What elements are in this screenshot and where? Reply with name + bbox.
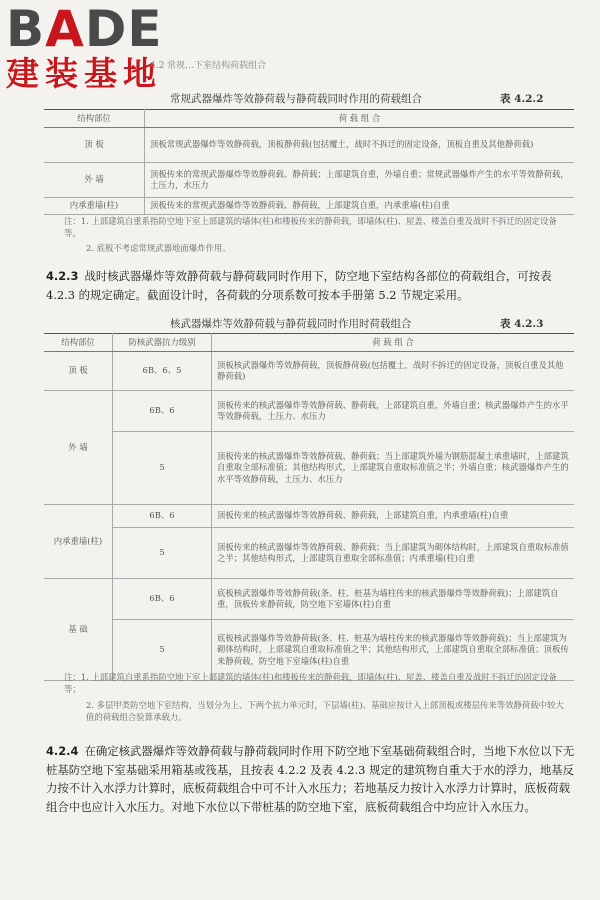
table-cell: 顶板传来的核武器爆炸等效静荷载、静荷载，上部建筑自重，外墙自重；核武器爆炸产生的水平等效静荷载，土压力、水压力 [212,391,575,432]
table-row [44,128,574,163]
logo-subtitle: 建装基地 [6,54,162,93]
running-header: 4.2 常规…下室结构荷载组合 [150,61,267,71]
table1-number: 表 4.2.2 [500,93,544,105]
table1-caption: 常规武器爆炸等效静荷载与静荷载同时作用的荷载组合 [170,93,422,105]
section-number: 4.2.3 [46,269,79,283]
table-cell: 顶板传来的核武器爆炸等效静荷载、静荷载；当上部建筑外墙为钢筋混凝土承重墙时，上部建筑自重取全部标准值；其他结构形式，上部建筑自重取标准值之半；外墙自重；核武器爆炸产生的水平等效静荷载，土压力、水压力 [212,432,575,505]
brand-logo [6,0,176,94]
table-cell: 内承重墙(柱) [44,198,145,215]
table-cell: 顶板传来的常规武器爆炸等效静荷载、静荷载；上部建筑自重，外墙自重；常规武器爆炸产生的水平等效静荷载，土压力，水压力 [145,163,575,198]
table1-note: 注：1. 上部建筑自重系指防空地下室上部建筑的墙体(柱)和楼板传来的静荷载，即墙体(柱)、屋盖、楼盖自重及战时不拆迁的固定设备等。 [64,216,557,238]
table-row [44,163,574,198]
table-cell: 顶 板 [44,352,113,391]
table-cell: 基 础 [44,579,113,681]
table-cell: 顶 板 [44,128,145,163]
table-row [44,579,574,620]
column-header: 荷 载 组 合 [212,334,575,352]
table-row [44,391,574,432]
section-number: 4.2.4 [46,744,79,758]
column-header: 荷 载 组 合 [145,110,575,128]
table-row [44,505,574,528]
paragraph-4-2-3 [46,267,576,304]
table-cell: 6B、6 [113,579,212,620]
table-header-row [44,110,574,128]
table-cell: 顶板核武器爆炸等效静荷载，顶板静荷载(包括覆土，战时不拆迁的固定设备，顶板自重及其他静荷载) [212,352,575,391]
table2-number: 表 4.2.3 [500,318,544,330]
paragraph-4-2-4 [46,742,576,816]
table2-caption: 核武器爆炸等效静荷载与静荷载同时作用时荷载组合 [170,318,412,330]
logo-letters: DE [84,0,163,58]
table-header-row [44,334,574,352]
table1 [44,109,574,215]
table-row [44,198,574,215]
table2 [44,333,574,681]
table-cell: 5 [113,620,212,681]
table-cell: 6B、6 [113,505,212,528]
table-cell: 6B、6 [113,391,212,432]
table-cell: 内承重墙(柱) [44,505,113,579]
table-cell: 底板核武器爆炸等效静荷载(条、柱、桩基为墙柱传来的核武器爆炸等效静荷载)；上部建筑自重，顶板传来静荷载，防空地下室墙体(柱)自重 [212,579,575,620]
table1-note: 2. 底板不考虑常规武器地面爆炸作用。 [86,243,231,253]
table-cell: 6B、6、5 [113,352,212,391]
logo-wordmark [6,0,176,58]
table2-note: 2. 多层甲类防空地下室结构，当划分为上、下两个抗力单元时，下层墙(柱)、基础应按计入上部顶板或楼层传来等效静荷载中较大值的荷载组合验算承载力。 [86,700,564,722]
table-cell: 外 墙 [44,391,113,505]
logo-letter-highlight: A [45,0,85,58]
paragraph-text: 在确定核武器爆炸等效静荷载与静荷载同时作用下防空地下室基础荷载组合时，当地下水位以下无桩基防空地下室基础采用箱基或筏基，且按表 4.2.2 及表 4.2.3 规定的建筑物自重大于水的浮力，地基反力按不计入水浮力计算时，底板荷载组合中可不计入水压力；若地基反力按计入水浮力计算时，底板荷载组合中也应计入水压力。对地下水位以下带桩基的防空地下室，底板荷载组合中均应计入水压力。 [46,744,575,814]
column-header: 结构部位 [44,334,113,352]
table-row [44,432,574,505]
paragraph-text: 战时核武器爆炸等效静荷载与静荷载同时作用下，防空地下室结构各部位的荷载组合，可按表 4.2.3 的规定确定。截面设计时，各荷载的分项系数可按本手册第 5.2 节规定采用。 [46,269,552,302]
table-cell: 顶板传来的常规武器爆炸等效静荷载、静荷载，上部建筑自重，内承重墙(柱)自重 [145,198,575,215]
table-cell: 5 [113,432,212,505]
table-row [44,352,574,391]
table-cell: 顶板传来的核武器爆炸等效静荷载、静荷载；当上部建筑为砌体结构时，上部建筑自重取标准值之半；其他结构形式，上部建筑自重取全部标准值；内承重墙(柱)自重 [212,528,575,579]
table-cell: 外 墙 [44,163,145,198]
table-cell: 5 [113,528,212,579]
table-cell: 顶板常规武器爆炸等效静荷载，顶板静荷载(包括覆土，战时不拆迁的固定设备，顶板自重及其他静荷载) [145,128,575,163]
table-cell: 底板核武器爆炸等效静荷载(条、柱、桩基为墙柱传来的核武器爆炸等效静荷载)；当上部建筑为砌体结构时，上部建筑自重取标准值之半；其他结构形式，上部建筑自重取全部标准值；顶板传来静荷载，防空地下室墙体(柱)自重 [212,620,575,681]
table-cell: 顶板传来的核武器爆炸等效静荷载、静荷载，上部建筑自重，内承重墙(柱)自重 [212,505,575,528]
table2-note: 注：1. 上部建筑自重系指防空地下室上部建筑的墙体(柱)和楼板传来的静荷载，即墙体(柱)、屋盖、楼盖自重及战时不拆迁的固定设备等； [64,672,557,694]
column-header: 结构部位 [44,110,145,128]
logo-letter: B [6,0,46,58]
column-header: 防核武器抗力级别 [113,334,212,352]
table-row [44,528,574,579]
